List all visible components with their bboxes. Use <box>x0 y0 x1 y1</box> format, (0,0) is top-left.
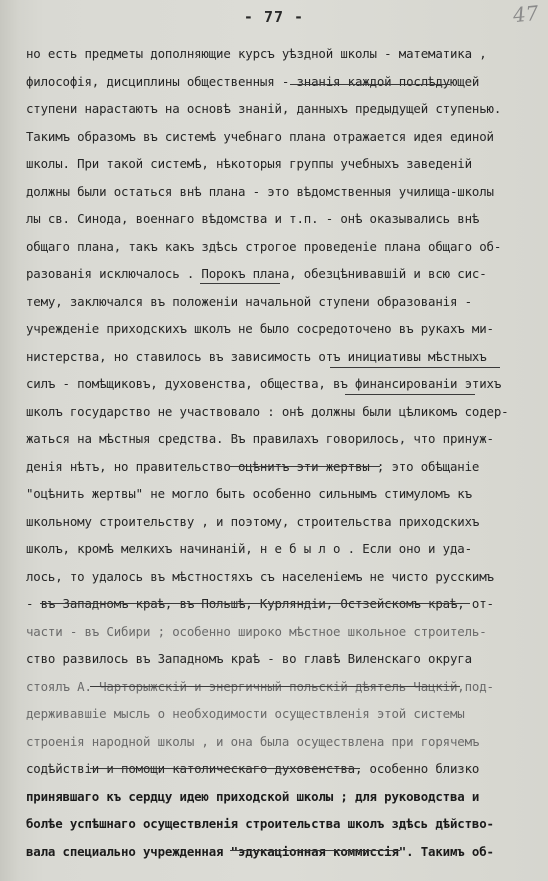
text-line: школъ, кромѣ мелкихъ начинаній, н е б ы л о . Если оно и уда- <box>26 541 472 556</box>
text-line: Такимъ образомъ въ системѣ учебнаго плана отражается идея единой <box>26 128 494 144</box>
text-line: тему, заключался въ положеніи начальной ступени образованія - <box>26 293 472 309</box>
text-line: лы св. Синода, военнаго вѣдомства и т.п. - онѣ оказывались внѣ <box>26 211 480 226</box>
text-line: "оцѣнить жертвы" не могло быть особенно сильнымъ стимуломъ къ <box>26 486 472 501</box>
text-line: жаться на мѣстныя средства. Въ правилахъ говорилось, что принуж- <box>26 431 494 446</box>
handwritten-page-number: 47 <box>511 0 540 28</box>
text-line: - въ Западномъ краѣ, въ Польшѣ, Курляндіи, Остзейскомъ краѣ, от- <box>26 596 494 611</box>
text-line: общаго плана, такъ какъ здѣсь строгое проведеніе плана общаго об- <box>26 238 502 254</box>
pencil-underline <box>200 283 280 284</box>
text-line: должны были остаться внѣ плана - это вѣдомственныя училища-школы <box>26 183 494 199</box>
text-line: денія нѣтъ, но правительство оцѣнитъ эти жертвы ; это обѣщаніе <box>26 458 480 474</box>
text-line: но есть предметы дополняющие курсъ уѣздной школы - математика , <box>26 46 487 61</box>
page-edge-shadow <box>0 0 18 881</box>
typed-body-text <box>26 40 522 865</box>
pencil-underline <box>40 603 470 604</box>
pencil-underline <box>345 394 475 395</box>
text-line: вала специально учрежденная "эдукаціонная коммиссія". Такимъ об- <box>26 843 494 859</box>
text-line: лось, то удалось въ мѣстностяхъ съ населеніемъ не чисто русскимъ <box>26 568 494 584</box>
pencil-underline <box>230 850 400 851</box>
text-line: философія, дисциплины общественныя - знанія каждой послѣдующей <box>26 73 480 89</box>
pencil-underline <box>230 466 380 467</box>
text-line: школы. При такой системѣ, нѣкоторыя группы учебныхъ заведеній <box>26 156 472 171</box>
pencil-underline <box>290 84 450 85</box>
text-line: школьному строительству , и поэтому, строительства приходскихъ <box>26 513 480 529</box>
text-line: ступени нарастаютъ на основѣ знаній, данныхъ предыдущей ступенью. <box>26 101 502 116</box>
text-line: школъ государство не участвовало : онѣ должны были цѣликомъ содер- <box>26 403 509 419</box>
text-line: принявшаго къ сердцу идею приходской школы ; для руководства и <box>26 788 480 804</box>
text-line: болѣе успѣшнаго осуществленія строительства школъ здѣсь дѣйство- <box>26 816 494 831</box>
text-line: нистерства, но ставилось въ зависимость отъ инициативы мѣстныхъ <box>26 348 487 364</box>
pencil-underline <box>90 768 360 769</box>
pencil-underline <box>330 367 500 368</box>
text-line: части - въ Сибири ; особенно широко мѣстное школьное строитель- <box>26 623 487 639</box>
text-line: ство развилось въ Западномъ краѣ - во главѣ Виленскаго округа <box>26 651 472 666</box>
text-line: силъ - помѣщиковъ, духовенства, общества, въ финансированіи этихъ <box>26 376 502 391</box>
pencil-underline <box>90 686 460 687</box>
text-line: строенія народной школы , и она была осуществлена при горячемъ <box>26 733 480 749</box>
page-number: - 77 - <box>243 8 305 26</box>
text-line: держивавшіе мысль о необходимости осуществленія этой системы <box>26 706 465 721</box>
text-line: стоялъ А. Чарторыжскій и энергичный польскій дѣятель Чацкій,под- <box>26 678 494 694</box>
text-line: учрежденіе приходскихъ школъ не было сосредоточено въ рукахъ ми- <box>26 321 494 336</box>
text-line: разованія исключалось . Порокъ плана, обезцѣнивавшій и всю сис- <box>26 266 487 281</box>
text-line: содѣйствіи и помощи католическаго духовенства, особенно близко <box>26 761 480 776</box>
